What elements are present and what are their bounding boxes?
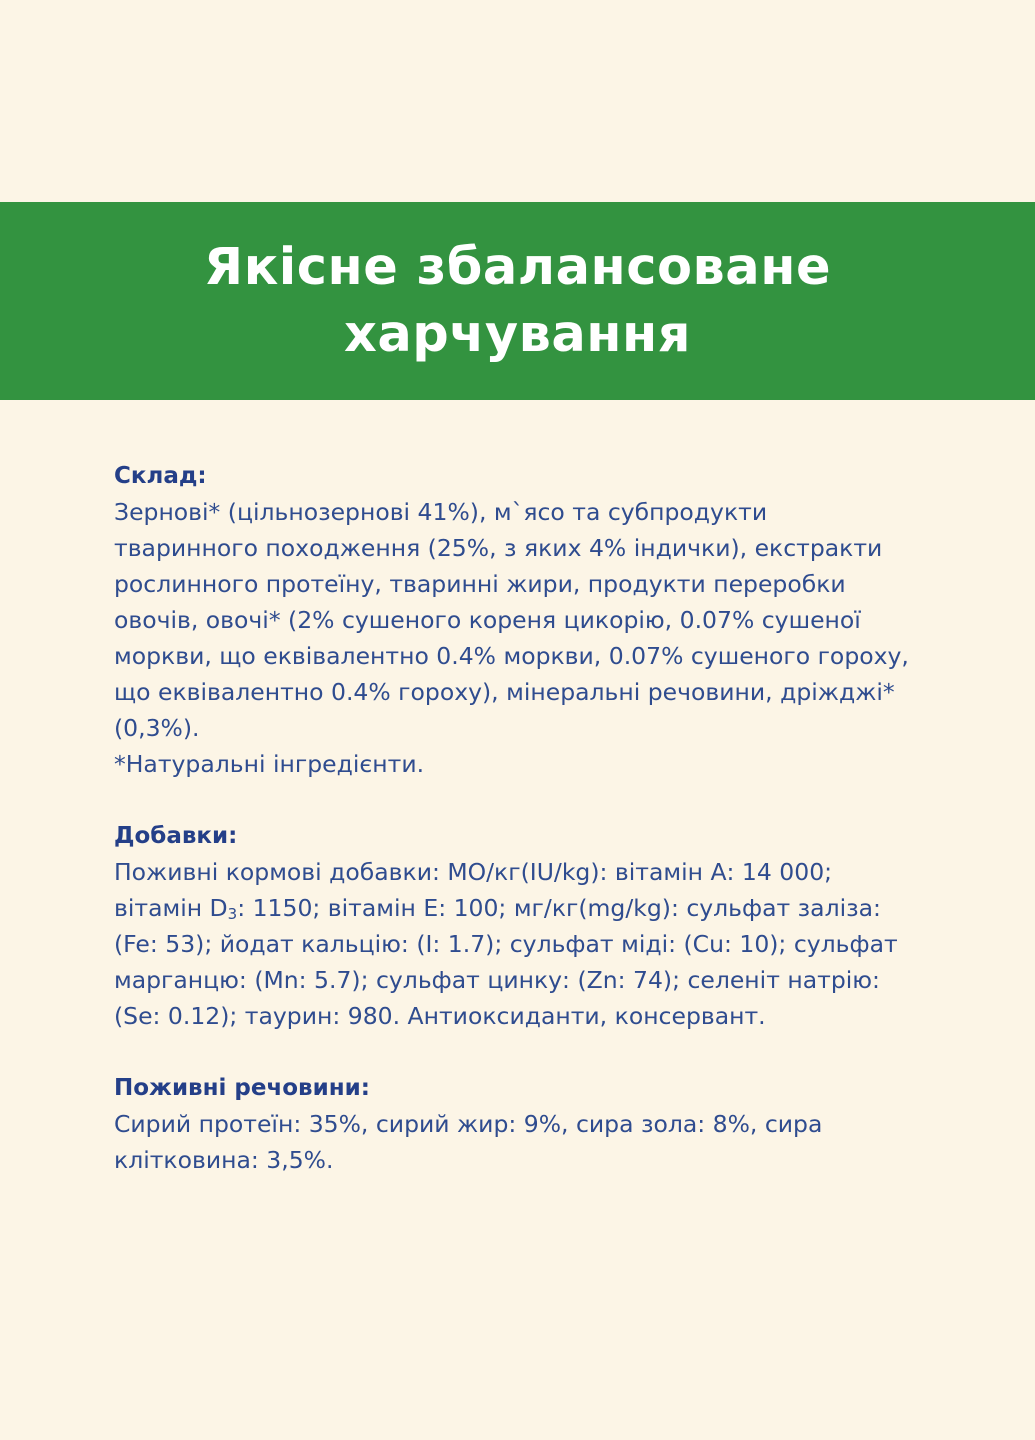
banner-title-line-2: харчування: [344, 305, 691, 364]
nutrients-section: [114, 1070, 974, 1178]
additives-line-rest: : 1150; вітамін Е: 100; мг/кг(mg/kg): сульфат заліза:: [237, 894, 881, 922]
additives-section: [114, 818, 974, 1034]
additives-line: Поживні кормові добавки: МО/кг(IU/kg): вітамін А: 14 000;: [114, 858, 833, 886]
composition-heading: Склад:: [114, 463, 207, 489]
composition-line: що еквівалентно 0.4% гороху), мінеральні речовини, дріжджі*: [114, 678, 895, 706]
composition-line: моркви, що еквівалентно 0.4% моркви, 0.07% сушеного гороху,: [114, 642, 909, 670]
additives-heading: Добавки:: [114, 823, 238, 849]
additives-line: марганцю: (Mn: 5.7); сульфат цинку: (Zn: 74); селеніт натрію:: [114, 966, 880, 994]
title-banner: [0, 202, 1035, 400]
composition-line: Зернові* (цільнозернові 41%), м`ясо та субпродукти: [114, 498, 768, 526]
composition-line: рослинного протеїну, тваринні жири, продукти переробки: [114, 570, 846, 598]
additives-line: (Se: 0.12); таурин: 980. Антиоксиданти, консервант.: [114, 1002, 766, 1030]
banner-title-line-1: Якісне збалансоване: [203, 238, 832, 297]
composition-line: тваринного походження (25%, з яких 4% індички), екстракти: [114, 534, 883, 562]
vitamin-d-label: вітамін D: [114, 894, 228, 922]
product-info: [114, 458, 974, 1178]
additives-line: (Fe: 53); йодат кальцію: (I: 1.7); сульфат міді: (Cu: 10); сульфат: [114, 930, 898, 958]
composition-line: (0,3%).: [114, 714, 200, 742]
additives-line: [114, 890, 974, 926]
nutrients-heading: Поживні речовини:: [114, 1075, 370, 1101]
vitamin-d-subscript: 3: [227, 905, 238, 923]
section-spacer: [114, 782, 974, 818]
nutrients-line: клітковина: 3,5%.: [114, 1146, 334, 1174]
composition-line: овочів, овочі* (2% сушеного кореня цикорію, 0.07% сушеної: [114, 606, 861, 634]
natural-ingredients-note: *Натуральні інгредієнти.: [114, 750, 425, 778]
section-spacer: [114, 1034, 974, 1070]
nutrients-line: Сирий протеїн: 35%, сирий жир: 9%, сира зола: 8%, сира: [114, 1110, 823, 1138]
composition-section: [114, 458, 974, 782]
